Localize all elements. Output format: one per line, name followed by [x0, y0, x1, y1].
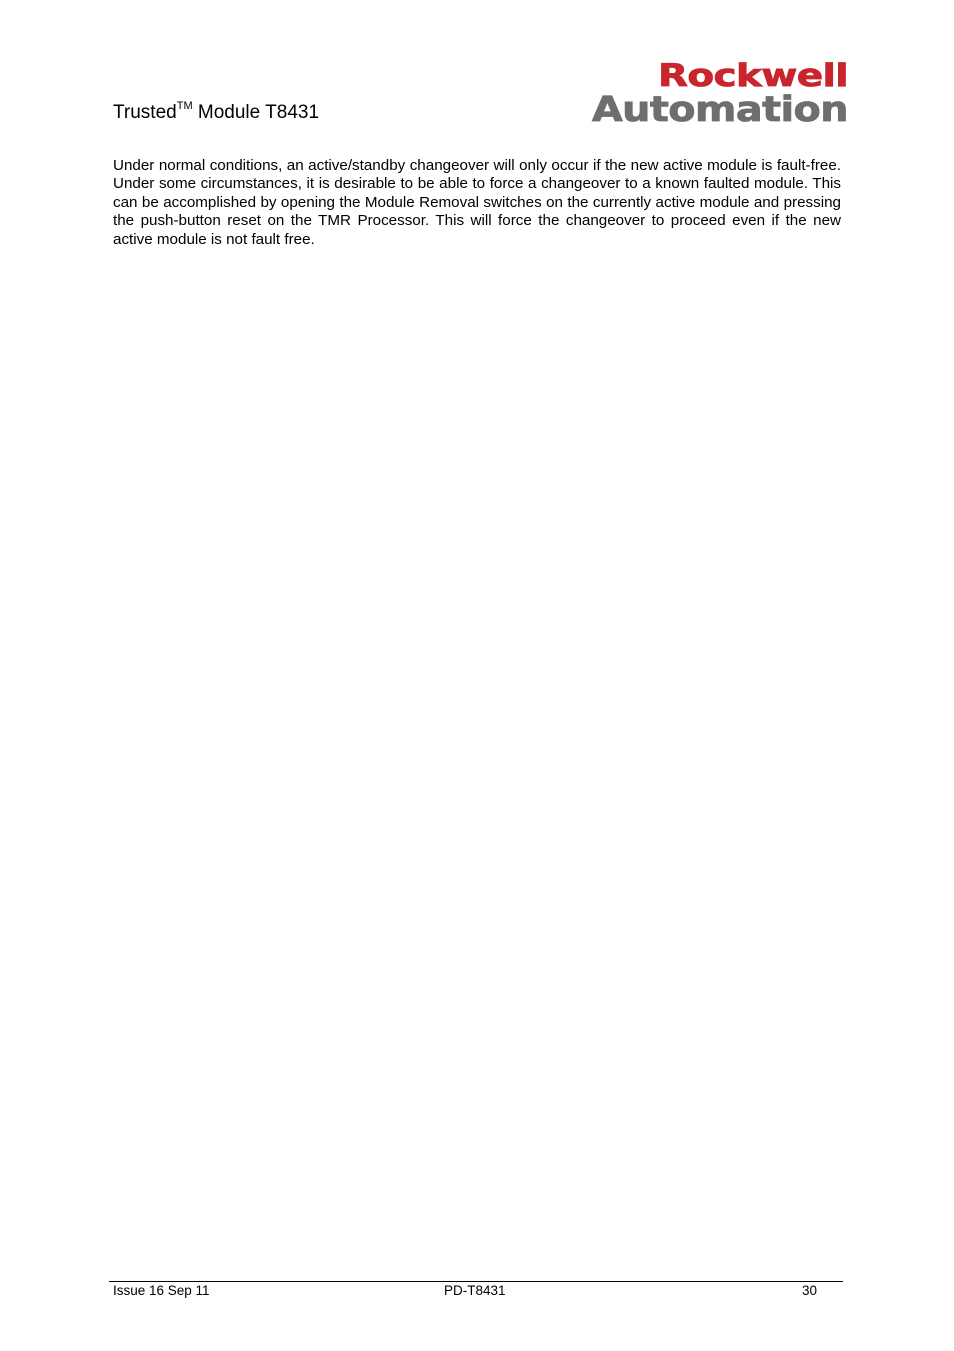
title-rest: Module T8431 [192, 102, 320, 123]
footer-issue: Issue 16 Sep 11 [113, 1283, 210, 1298]
title-trademark: TM [176, 100, 193, 112]
rockwell-automation-logo [590, 58, 850, 126]
footer-divider [109, 1281, 843, 1282]
logo-line1: Rockwell [658, 58, 848, 94]
page-title [113, 101, 319, 127]
footer-document-id: PD-T8431 [444, 1283, 506, 1298]
logo-line2: Automation [592, 90, 848, 126]
body-paragraph: Under normal conditions, an active/standby changeover will only occur if the new active module is fault-free. Under some circumstances, it is desirable to be able to force a changeover to a known faulted module. This can be accomplished by opening the Module Removal switches on the currently active module and pressing the push-button reset on the TMR Processor. This will force the changeover to proceed even if the new active module is not fault free. [113, 157, 841, 248]
title-main: Trusted [113, 102, 177, 123]
footer-page-number: 30 [802, 1283, 818, 1298]
